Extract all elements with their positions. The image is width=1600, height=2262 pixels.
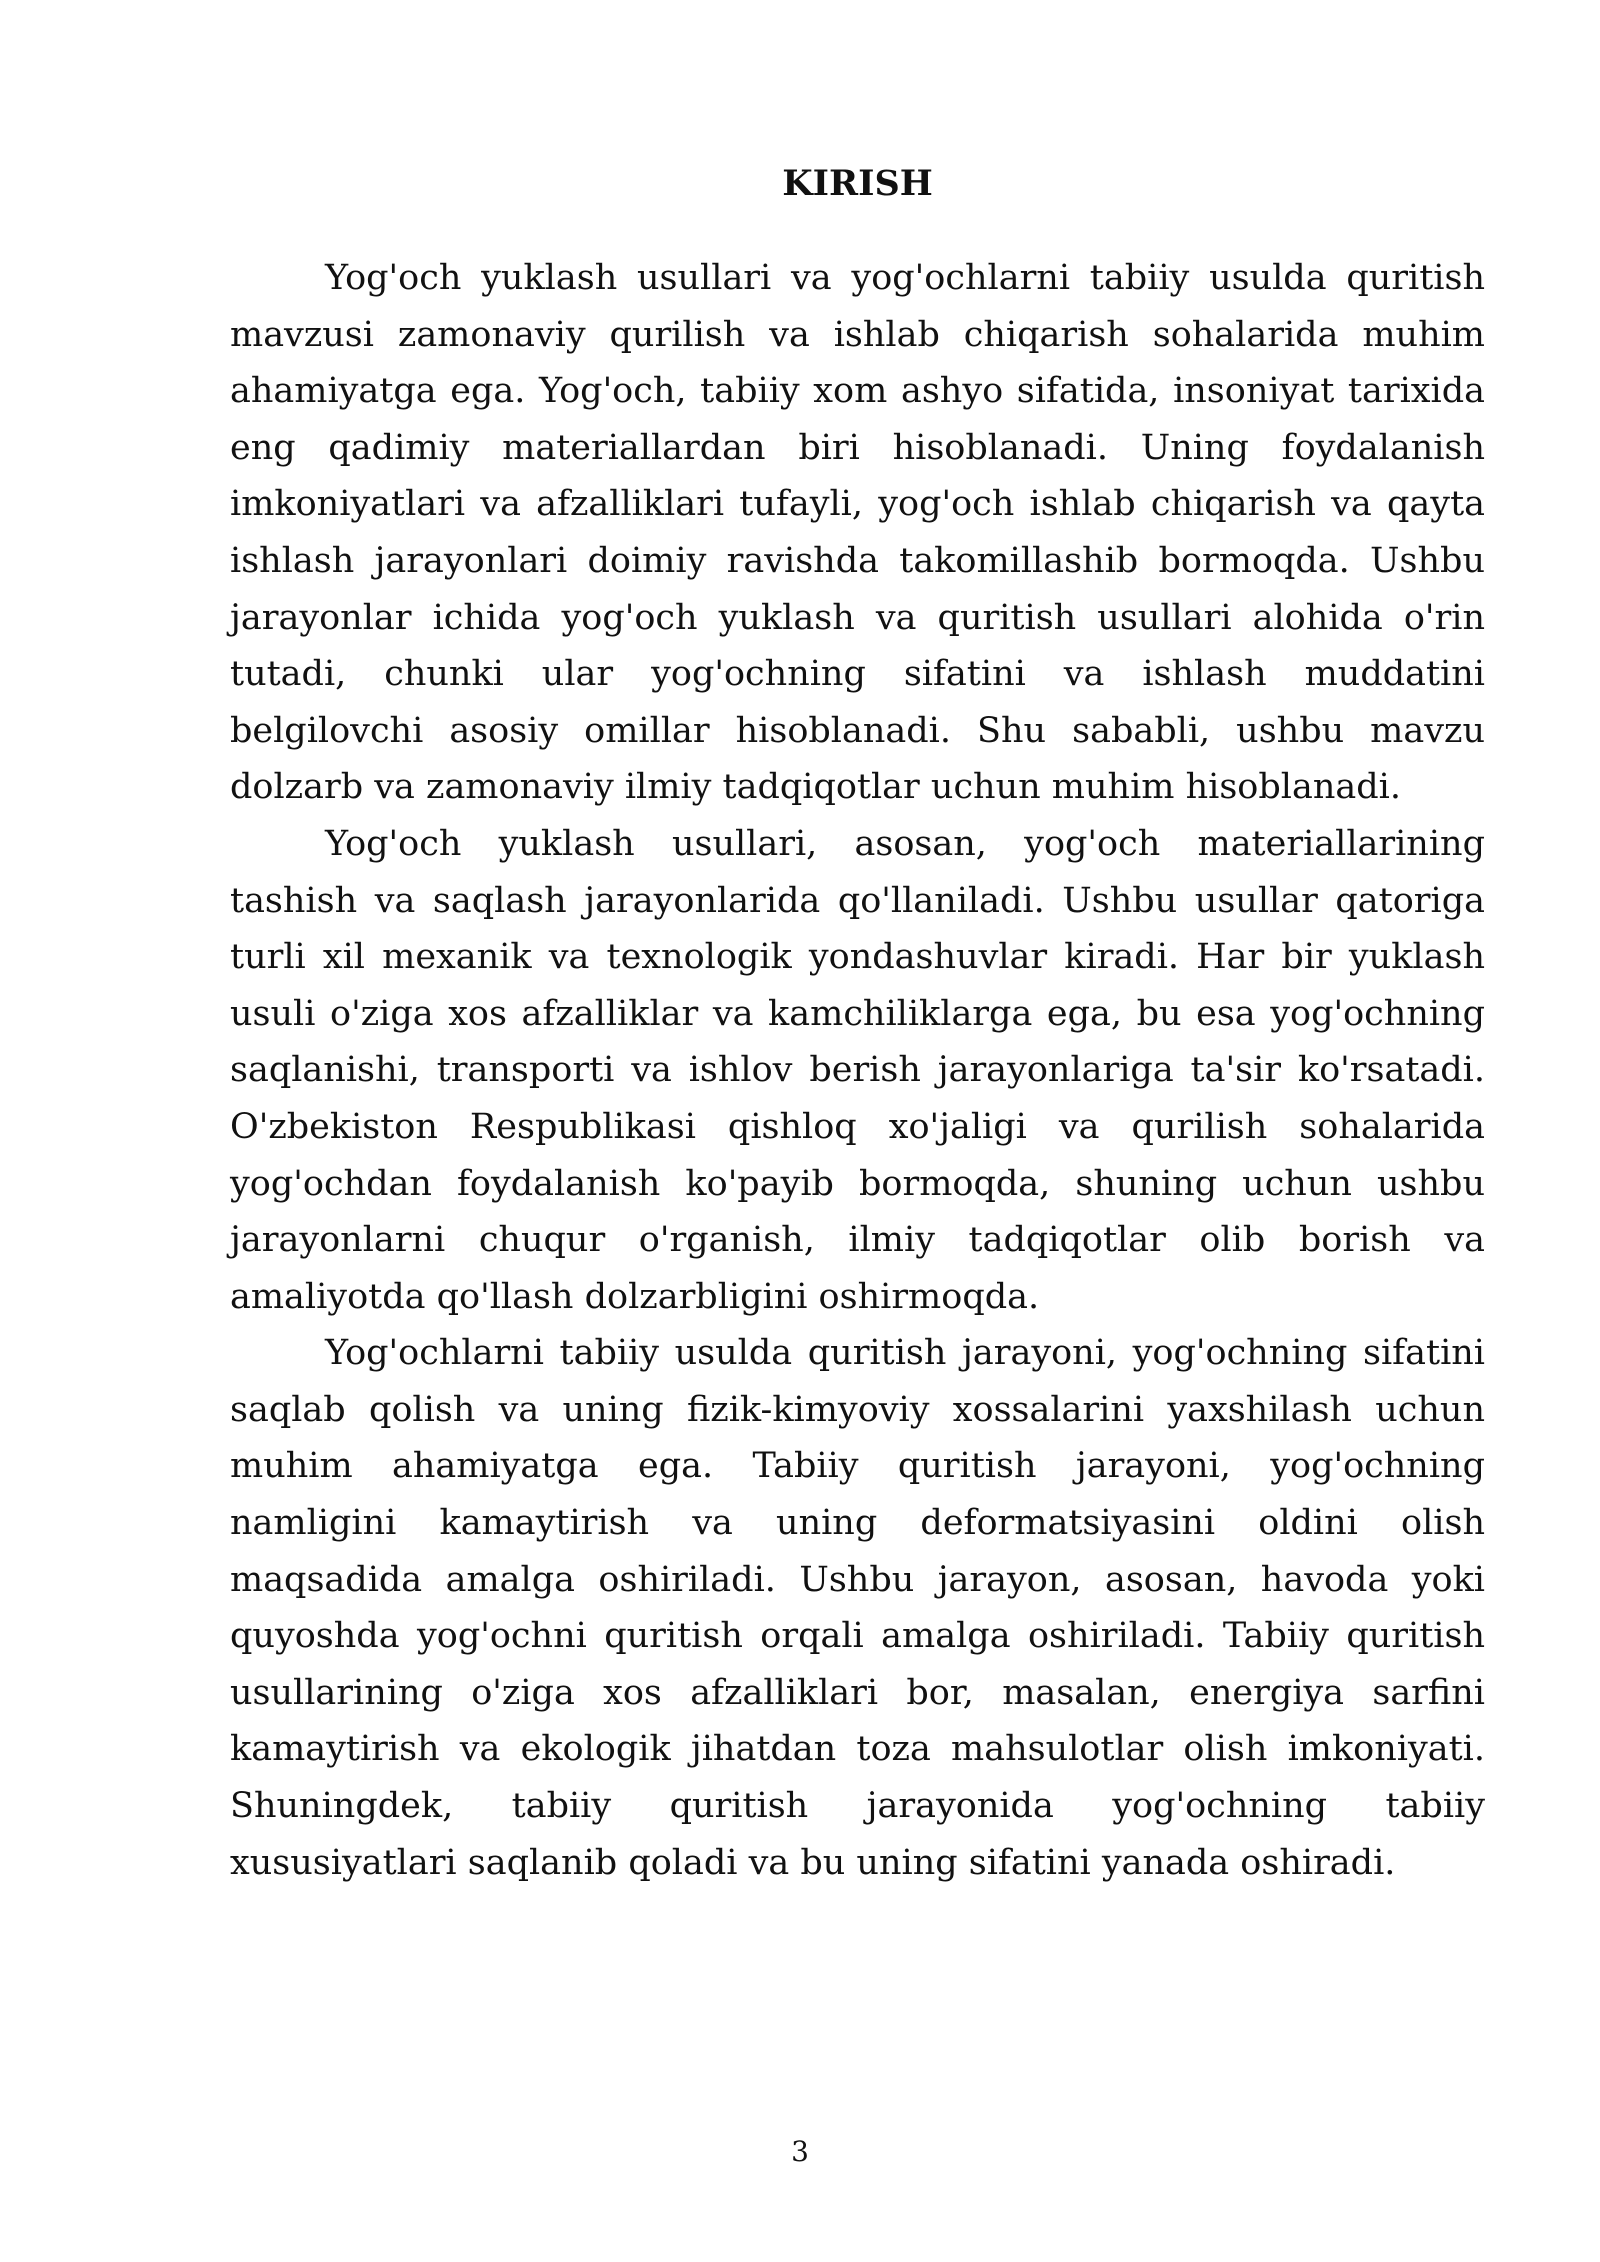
page-number: 3 [791,2135,809,2168]
paragraph-1: Yog'och yuklash usullari va yog'ochlarni tabiiy usulda quritish mavzusi zamonaviy qurilish va ishlab chiqarish sohalarida muhim ahamiyatga ega. Yog'och, tabiiy xom ashyo sifatida, insoniyat tarixida eng qadimiy materiallardan biri hisoblanadi. Uning foydalanish imkoniyatlari va afzalliklari tufayli, yog'och ishlab chiqarish va qayta ishlash jarayonlari doimiy ravishda takomillashib bormoqda. Ushbu jarayonlar ichida yog'och yuklash va quritish usullari alohida o'rin tutadi, chunki ular yog'ochning sifatini va ishlash muddatini belgilovchi asosiy omillar hisoblanadi. Shu sababli, ushbu mavzu dolzarb va zamonaviy ilmiy tadqiqotlar uchun muhim hisoblanadi. [230,258,1485,808]
paragraph-2: Yog'och yuklash usullari, asosan, yog'och materiallarining tashish va saqlash jarayonlarida qo'llaniladi. Ushbu usullar qatoriga turli xil mexanik va texnologik yondashuvlar kiradi. Har bir yuklash usuli o'ziga xos afzalliklar va kamchiliklarga ega, bu esa yog'ochning saqlanishi, transporti va ishlov berish jarayonlariga ta'sir ko'rsatadi. O'zbekiston Respublikasi qishloq xo'jaligi va qurilish sohalarida yog'ochdan foydalanish ko'payib bormoqda, shuning uchun ushbu jarayonlarni chuqur o'rganish, ilmiy tadqiqotlar olib borish va amaliyotda qo'llash dolzarbligini oshirmoqda. [230,823,1485,1317]
paragraph-3: Yog'ochlarni tabiiy usulda quritish jarayoni, yog'ochning sifatini saqlab qolish va uning fizik-kimyoviy xossalarini yaxshilash uchun muhim ahamiyatga ega. Tabiiy quritish jarayoni, yog'ochning namligini kamaytirish va uning deformatsiyasini oldini olish maqsadida amalga oshiriladi. Ushbu jarayon, asosan, havoda yoki quyoshda yog'ochni quritish orqali amalga oshiriladi. Tabiiy quritish usullarining o'ziga xos afzalliklari bor, masalan, energiya sarfini kamaytirish va ekologik jihatdan toza mahsulotlar olish imkoniyati. Shuningdek, tabiiy quritish jarayonida yog'ochning tabiiy xususiyatlari saqlanib qoladi va bu uning sifatini yanada oshiradi. [230,1333,1485,1883]
page-title: KIRISH [782,163,933,204]
page-content [230,160,1485,1891]
